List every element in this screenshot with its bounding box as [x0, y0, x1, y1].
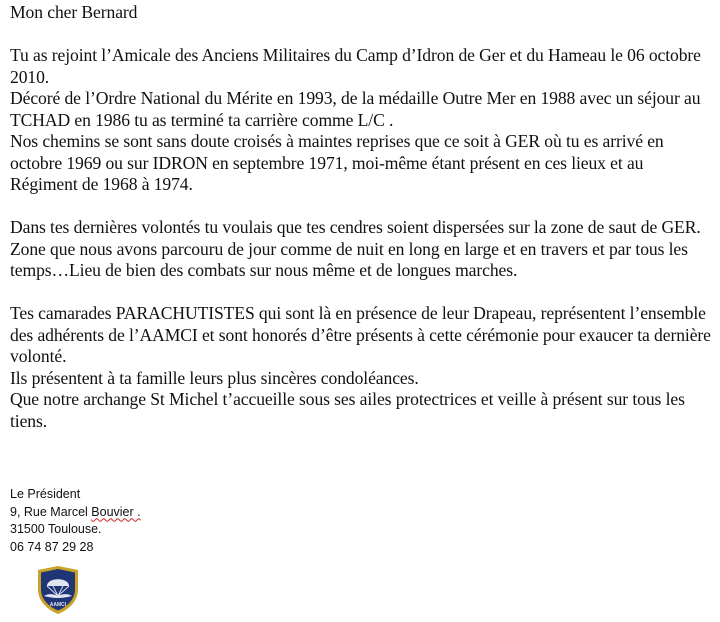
signature-phone: 06 74 87 29 28 — [10, 539, 94, 554]
signature-title: Le Président — [10, 487, 81, 501]
paragraph-paths: Nos chemins se sont sans doute croisés à maintes reprises que ce soit à GER où tu es arrivé en octobre 1969 ou sur IDRON en septembre 1971, moi-même étant présent en ces lieux et au Régiment de 1968 à 1974. — [10, 131, 664, 194]
paragraph-farewell: Que notre archange St Michel t’accueille sous ses ailes protectrices et veille à présent sur tous les tiens. — [10, 389, 685, 431]
paragraph-decorations: Décoré de l’Ordre National du Mérite en 1993, de la médaille Outre Mer en 1988 avec un séjour au TCHAD en 1986 tu as terminé ta carrière comme L/C . — [10, 88, 701, 130]
paragraph-gap — [10, 282, 714, 304]
paragraph-gap — [10, 24, 714, 46]
address-street: 9, Rue Marcel — [10, 504, 92, 519]
signature-block — [10, 486, 141, 556]
paragraph-gap — [10, 196, 714, 218]
address-name: Bouvier . — [91, 504, 141, 519]
salutation: Mon cher Bernard — [10, 2, 138, 22]
paragraph-last-wishes: Dans tes dernières volontés tu voulais que tes cendres soient dispersées sur la zone de saut de GER. — [10, 217, 701, 237]
paragraph-membership: Tu as rejoint l’Amicale des Anciens Militaires du Camp d’Idron de Ger et du Hameau le 06 octobre 2010. — [10, 45, 701, 87]
paragraph-comrades: Tes camarades PARACHUTISTES qui sont là en présence de leur Drapeau, représentent l’ensemble des adhérents de l’AAMCI et sont honorés d’être présents à cette cérémonie pour exaucer ta dernière volonté. — [10, 303, 711, 366]
paragraph-condolences: Ils présentent à ta famille leurs plus sincères condoléances. — [10, 367, 419, 388]
paragraph-drop-zone: Zone que nous avons parcouru de jour comme de nuit en long en large et en travers et par tous les temps…Lieu de bien des combats sur nous même et de longues marches. — [10, 238, 688, 280]
aamci-shield-logo — [36, 565, 80, 615]
signature-address — [10, 504, 141, 522]
signature-city: 31500 Toulouse. — [10, 522, 102, 536]
logo-text: AAMCI — [49, 602, 67, 608]
letter-body — [10, 2, 714, 432]
